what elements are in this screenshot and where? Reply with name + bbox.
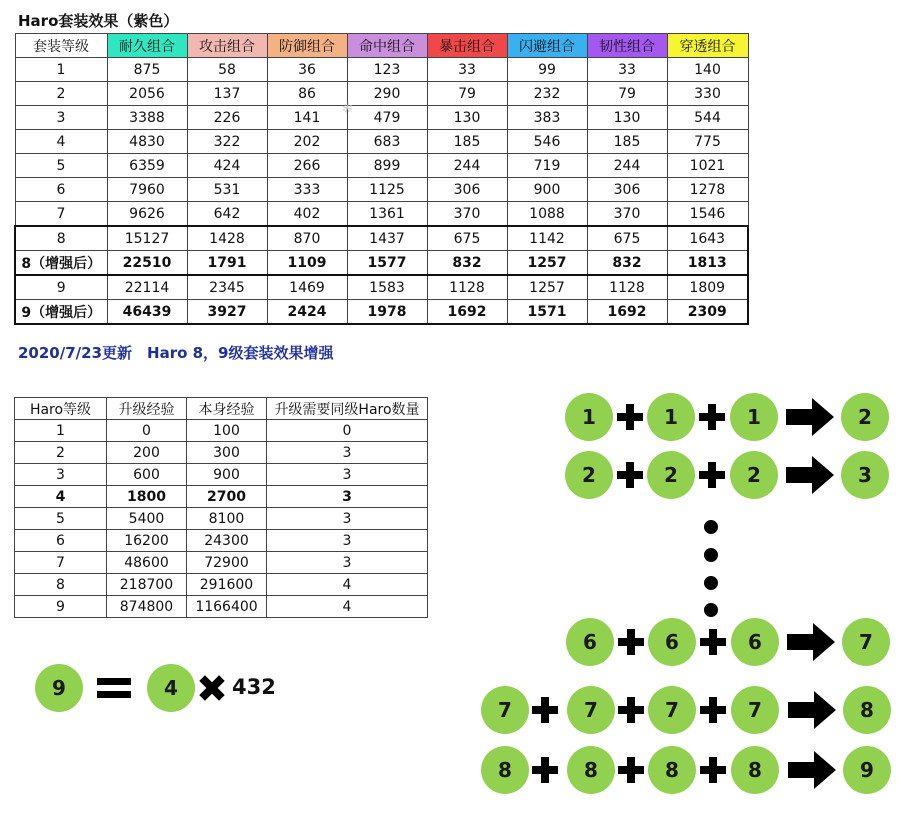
set-cell: 544 [667, 106, 748, 130]
equation-left-circle: 9 [35, 664, 83, 712]
set-cell: 306 [427, 178, 507, 202]
set-cell: 383 [507, 106, 587, 130]
level-header-2: 本身经验 [187, 398, 267, 420]
set-cell: 226 [187, 106, 267, 130]
set-table-row [15, 106, 748, 130]
level-cell: 72900 [187, 552, 267, 574]
set-table-row [15, 251, 748, 276]
set-cell: 1791 [187, 251, 267, 276]
set-effect-table [14, 33, 749, 325]
arrow-right-icon [788, 751, 836, 789]
plus-icon [617, 462, 643, 488]
level-cell: 1166400 [187, 596, 267, 618]
level-cell: 900 [187, 464, 267, 486]
level-cell: 218700 [107, 574, 187, 596]
set-cell: 6 [15, 178, 107, 202]
haro-level-circle: 2 [565, 451, 613, 499]
set-cell: 900 [507, 178, 587, 202]
haro-level-circle: 1 [647, 393, 695, 441]
level-cell: 6 [15, 530, 107, 552]
level-cell: 24300 [187, 530, 267, 552]
arrow-right-icon [786, 456, 834, 494]
set-cell: 1692 [427, 300, 507, 325]
set-cell: 1692 [587, 300, 667, 325]
set-cell: 22114 [107, 275, 187, 300]
set-cell: 424 [187, 154, 267, 178]
set-cell: 832 [587, 251, 667, 276]
level-cell: 874800 [107, 596, 187, 618]
ellipsis-dot-icon [704, 548, 718, 562]
set-table-row [15, 300, 748, 325]
plus-icon [618, 757, 644, 783]
level-cell: 8 [15, 574, 107, 596]
set-cell: 870 [267, 226, 347, 251]
level-table-row [15, 442, 428, 464]
set-cell: 370 [427, 202, 507, 227]
set-cell: 1021 [667, 154, 748, 178]
level-cell: 9 [15, 596, 107, 618]
set-cell: 4 [15, 130, 107, 154]
set-cell: 1978 [347, 300, 427, 325]
set-cell: 130 [587, 106, 667, 130]
set-cell: 1 [15, 58, 107, 82]
plus-icon [617, 404, 643, 430]
set-cell: 232 [507, 82, 587, 106]
set-cell: 99 [507, 58, 587, 82]
set-cell: 1361 [347, 202, 427, 227]
update-note: 2020/7/23更新 Haro 8，9级套装效果增强 [18, 344, 334, 362]
set-table-row [15, 178, 748, 202]
set-cell: 6359 [107, 154, 187, 178]
level-cell: 3 [267, 442, 428, 464]
ellipsis-dot-icon [704, 576, 718, 590]
set-cell: 33 [587, 58, 667, 82]
set-cell: 2424 [267, 300, 347, 325]
set-cell: 244 [587, 154, 667, 178]
watermark-1: ※ [337, 100, 357, 119]
level-header-3: 升级需要同级Haro数量 [267, 398, 428, 420]
set-cell: 290 [347, 82, 427, 106]
set-cell: 79 [587, 82, 667, 106]
set-cell: 1128 [587, 275, 667, 300]
plus-icon [699, 462, 725, 488]
level-cell: 5 [15, 508, 107, 530]
level-cell: 3 [267, 464, 428, 486]
haro-level-circle: 7 [567, 686, 615, 734]
level-table-row [15, 486, 428, 508]
set-cell: 1577 [347, 251, 427, 276]
level-header-0: Haro等级 [15, 398, 107, 420]
haro-level-circle: 7 [731, 686, 779, 734]
set-cell: 1128 [427, 275, 507, 300]
set-cell: 675 [427, 226, 507, 251]
set-cell: 2345 [187, 275, 267, 300]
set-cell: 642 [187, 202, 267, 227]
set-cell: 1109 [267, 251, 347, 276]
set-table-row [15, 82, 748, 106]
haro-level-circle: 6 [648, 618, 696, 666]
haro-level-circle: 6 [731, 618, 779, 666]
equation-right-circle: 4 [147, 664, 195, 712]
level-cell: 300 [187, 442, 267, 464]
set-cell: 15127 [107, 226, 187, 251]
set-cell: 2 [15, 82, 107, 106]
arrow-right-icon [788, 691, 836, 729]
haro-level-circle: 8 [481, 746, 529, 794]
set-cell: 306 [587, 178, 667, 202]
ellipsis-dot-icon [704, 603, 718, 617]
set-header-4: 命中组合 [347, 34, 427, 58]
level-cell: 291600 [187, 574, 267, 596]
haro-level-circle: 1 [730, 393, 778, 441]
level-table-row [15, 420, 428, 442]
level-cell: 0 [267, 420, 428, 442]
page-title: Haro套装效果（紫色） [18, 12, 179, 30]
multiply-icon [200, 676, 224, 700]
set-cell: 185 [427, 130, 507, 154]
set-cell: 22510 [107, 251, 187, 276]
set-cell: 1813 [667, 251, 748, 276]
set-header-6: 闪避组合 [507, 34, 587, 58]
level-table-row [15, 464, 428, 486]
equation-multiplier: 432 [232, 675, 276, 699]
plus-icon [618, 629, 644, 655]
set-header-5: 暴击组合 [427, 34, 507, 58]
set-header-3: 防御组合 [267, 34, 347, 58]
level-cell: 4 [15, 486, 107, 508]
haro-level-circle: 8 [648, 746, 696, 794]
haro-level-circle: 7 [648, 686, 696, 734]
set-header-8: 穿透组合 [667, 34, 748, 58]
plus-icon [532, 757, 558, 783]
level-cell: 4 [267, 596, 428, 618]
set-table-row [15, 130, 748, 154]
set-cell: 8 [15, 226, 107, 251]
haro-level-circle: 8 [731, 746, 779, 794]
set-cell: 266 [267, 154, 347, 178]
level-cell: 3 [267, 486, 428, 508]
level-cell: 5400 [107, 508, 187, 530]
set-table-row [15, 58, 748, 82]
set-cell: 3927 [187, 300, 267, 325]
arrow-right-icon [786, 398, 834, 436]
haro-level-circle: 8 [567, 746, 615, 794]
level-cell: 3 [267, 552, 428, 574]
set-cell: 5 [15, 154, 107, 178]
arrow-right-icon [787, 623, 835, 661]
set-cell: 7 [15, 202, 107, 227]
set-cell: 899 [347, 154, 427, 178]
set-cell: 1428 [187, 226, 267, 251]
set-cell: 322 [187, 130, 267, 154]
set-cell: 479 [347, 106, 427, 130]
level-cell: 1 [15, 420, 107, 442]
set-cell: 402 [267, 202, 347, 227]
set-cell: 1583 [347, 275, 427, 300]
level-table-header [15, 398, 428, 420]
set-cell: 141 [267, 106, 347, 130]
set-cell: 1125 [347, 178, 427, 202]
set-cell: 333 [267, 178, 347, 202]
level-cell: 7 [15, 552, 107, 574]
level-cell: 200 [107, 442, 187, 464]
set-table-row [15, 275, 748, 300]
level-header-1: 升级经验 [107, 398, 187, 420]
set-cell: 7960 [107, 178, 187, 202]
equals-icon [97, 678, 131, 698]
set-cell: 185 [587, 130, 667, 154]
level-cell: 4 [267, 574, 428, 596]
set-cell: 3388 [107, 106, 187, 130]
level-cell: 3 [267, 508, 428, 530]
set-cell: 137 [187, 82, 267, 106]
set-cell: 1469 [267, 275, 347, 300]
plus-icon [618, 697, 644, 723]
set-cell: 1546 [667, 202, 748, 227]
plus-icon [699, 404, 725, 430]
set-cell: 546 [507, 130, 587, 154]
set-cell: 683 [347, 130, 427, 154]
set-cell: 9626 [107, 202, 187, 227]
set-cell: 1088 [507, 202, 587, 227]
plus-icon [532, 697, 558, 723]
plus-icon [700, 757, 726, 783]
level-table-row [15, 508, 428, 530]
level-cell: 600 [107, 464, 187, 486]
set-cell: 1257 [507, 251, 587, 276]
level-table-row [15, 530, 428, 552]
level-cell: 3 [267, 530, 428, 552]
set-cell: 1278 [667, 178, 748, 202]
level-cell: 16200 [107, 530, 187, 552]
haro-level-circle: 2 [730, 451, 778, 499]
plus-icon [700, 697, 726, 723]
set-cell: 531 [187, 178, 267, 202]
set-cell: 1142 [507, 226, 587, 251]
level-exp-table [14, 397, 428, 618]
haro-level-circle: 7 [481, 686, 529, 734]
set-cell: 330 [667, 82, 748, 106]
plus-icon [700, 629, 726, 655]
level-cell: 100 [187, 420, 267, 442]
set-cell: 202 [267, 130, 347, 154]
set-cell: 1257 [507, 275, 587, 300]
set-cell: 875 [107, 58, 187, 82]
haro-level-circle: 1 [565, 393, 613, 441]
haro-level-circle: 2 [647, 451, 695, 499]
set-header-1: 耐久组合 [107, 34, 187, 58]
set-cell: 1643 [667, 226, 748, 251]
level-cell: 8100 [187, 508, 267, 530]
set-cell: 36 [267, 58, 347, 82]
haro-level-circle: 2 [841, 393, 889, 441]
set-cell: 8（增强后） [15, 251, 107, 276]
set-cell: 2056 [107, 82, 187, 106]
set-cell: 2309 [667, 300, 748, 325]
set-cell: 33 [427, 58, 507, 82]
set-cell: 79 [427, 82, 507, 106]
level-cell: 1800 [107, 486, 187, 508]
level-cell: 2700 [187, 486, 267, 508]
set-header-2: 攻击组合 [187, 34, 267, 58]
set-cell: 244 [427, 154, 507, 178]
set-cell: 86 [267, 82, 347, 106]
haro-level-circle: 6 [566, 618, 614, 666]
set-cell: 775 [667, 130, 748, 154]
set-cell: 9（增强后） [15, 300, 107, 325]
set-cell: 58 [187, 58, 267, 82]
set-cell: 1809 [667, 275, 748, 300]
set-cell: 9 [15, 275, 107, 300]
set-cell: 123 [347, 58, 427, 82]
set-cell: 3 [15, 106, 107, 130]
set-table-row [15, 154, 748, 178]
set-cell: 46439 [107, 300, 187, 325]
set-table-row [15, 226, 748, 251]
set-cell: 370 [587, 202, 667, 227]
set-cell: 719 [507, 154, 587, 178]
level-table-row [15, 574, 428, 596]
haro-level-circle: 8 [843, 686, 891, 734]
set-cell: 1571 [507, 300, 587, 325]
set-cell: 675 [587, 226, 667, 251]
set-header-0: 套装等级 [15, 34, 107, 58]
set-cell: 130 [427, 106, 507, 130]
haro-level-circle: 3 [841, 451, 889, 499]
haro-level-circle: 7 [842, 618, 890, 666]
level-cell: 48600 [107, 552, 187, 574]
level-cell: 0 [107, 420, 187, 442]
set-table-row [15, 202, 748, 227]
ellipsis-dot-icon [704, 520, 718, 534]
set-cell: 1437 [347, 226, 427, 251]
set-cell: 4830 [107, 130, 187, 154]
set-cell: 832 [427, 251, 507, 276]
set-cell: 140 [667, 58, 748, 82]
level-cell: 3 [15, 464, 107, 486]
level-cell: 2 [15, 442, 107, 464]
level-table-row [15, 596, 428, 618]
level-table-row [15, 552, 428, 574]
set-table-header [15, 34, 748, 58]
set-header-7: 韧性组合 [587, 34, 667, 58]
haro-level-circle: 9 [843, 746, 891, 794]
